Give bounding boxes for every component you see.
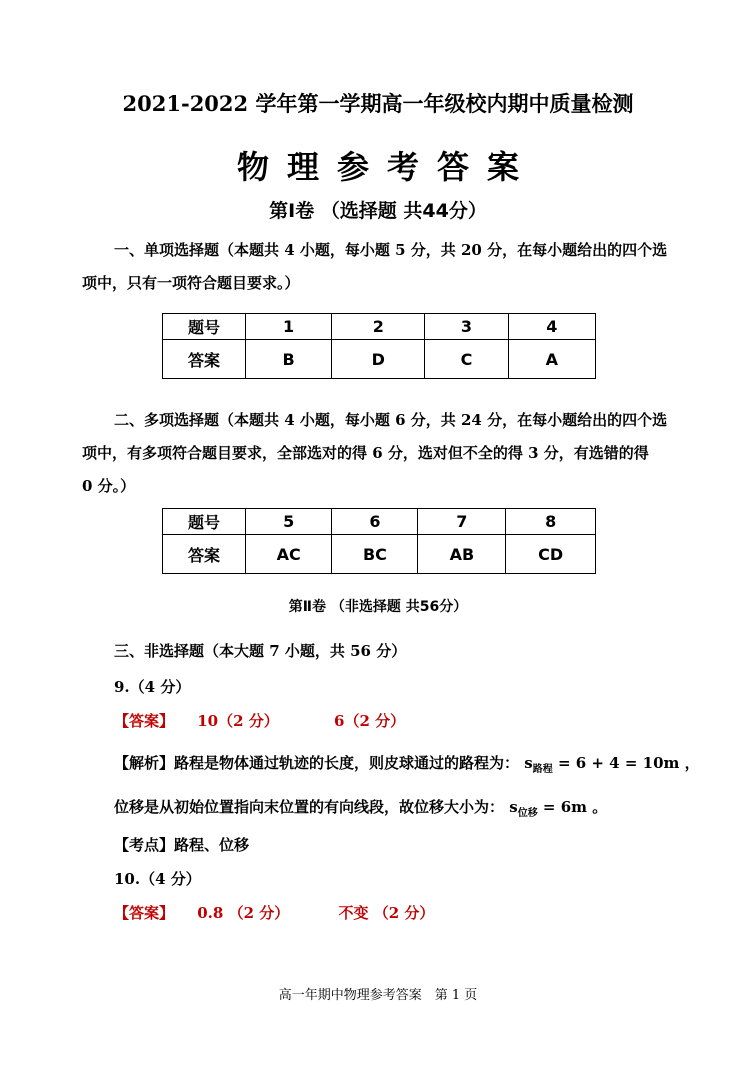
q9-analysis-line2 bbox=[114, 796, 607, 819]
point-tag: 【考点】 bbox=[114, 836, 175, 854]
formula-var: s bbox=[509, 798, 518, 816]
formula-var: s bbox=[524, 754, 533, 772]
answer-tag: 【答案】 bbox=[114, 712, 175, 730]
q10-answer-1: 0.8 （2 分） bbox=[197, 904, 290, 922]
answer-cell: BC bbox=[332, 535, 418, 574]
analysis-tag: 【解析】 bbox=[114, 754, 175, 772]
section2-answer-table bbox=[162, 508, 596, 574]
page-footer: 高一年期中物理参考答案 第 1 页 bbox=[278, 988, 478, 1003]
answer-cell: AB bbox=[418, 535, 506, 574]
formula-sub: 位移 bbox=[517, 808, 538, 819]
section2-line1: 二、多项选择题（本题共 4 小题，每小题 6 分，共 24 分，在每小题给出的四个选 bbox=[114, 411, 668, 429]
q10-number: 10.（4 分） bbox=[114, 870, 201, 888]
q10-answer-2: 不变 （2 分） bbox=[338, 904, 435, 922]
point-text: 路程、位移 bbox=[174, 836, 250, 854]
table-answer-label: 答案 bbox=[163, 340, 246, 379]
answer-tag: 【答案】 bbox=[114, 904, 175, 922]
section1-line1: 一、单项选择题（本题共 4 小题，每小题 5 分，共 20 分，在每小题给出的四个选 bbox=[114, 241, 668, 259]
formula-displacement bbox=[509, 798, 608, 819]
formula-rhs: = 6 + 4 = 10m ， bbox=[552, 754, 700, 772]
section2-line2: 项中，有多项符合题目要求，全部选对的得 6 分，选对但不全的得 3 分，有选错的得 bbox=[82, 444, 649, 462]
answer-cell: CD bbox=[506, 535, 596, 574]
table-header-label: 题号 bbox=[163, 509, 246, 535]
q9-answer-line bbox=[114, 710, 405, 731]
question-number: 1 bbox=[246, 314, 332, 340]
section1-line2: 项中，只有一项符合题目要求。） bbox=[82, 274, 300, 292]
section2-instructions bbox=[82, 404, 682, 503]
section3-title: 三、非选择题（本大题 7 小题，共 56 分） bbox=[114, 642, 407, 660]
q9-answer-2: 6（2 分） bbox=[334, 712, 406, 730]
table-answer-label: 答案 bbox=[163, 535, 246, 574]
answer-cell: D bbox=[332, 340, 425, 379]
section1-instructions bbox=[82, 234, 682, 300]
answer-cell: AC bbox=[246, 535, 332, 574]
table-header-label: 题号 bbox=[163, 314, 246, 340]
subject-title: 物理参考答案 bbox=[236, 148, 537, 186]
question-number: 8 bbox=[506, 509, 596, 535]
section1-answer-table bbox=[162, 313, 596, 379]
question-number: 7 bbox=[418, 509, 506, 535]
part1-title: 第Ⅰ卷 （选择题 共44分） bbox=[269, 200, 487, 222]
analysis-text: 路程是物体通过轨迹的长度，则皮球通过的路程为： bbox=[174, 754, 520, 772]
part2-title: 第Ⅱ卷 （非选择题 共56分） bbox=[288, 599, 468, 615]
q9-answer-1: 10（2 分） bbox=[197, 712, 279, 730]
q9-number: 9.（4 分） bbox=[114, 678, 191, 696]
question-number: 4 bbox=[508, 314, 595, 340]
section2-line3: 0 分。） bbox=[82, 477, 136, 495]
answer-cell: A bbox=[508, 340, 595, 379]
answer-cell: B bbox=[246, 340, 332, 379]
question-number: 6 bbox=[332, 509, 418, 535]
formula-path bbox=[524, 754, 700, 775]
q10-answer-line bbox=[114, 902, 434, 923]
question-number: 5 bbox=[246, 509, 332, 535]
q9-point-line bbox=[114, 834, 249, 855]
q9-analysis-line1 bbox=[114, 752, 700, 775]
answer-cell: C bbox=[425, 340, 508, 379]
formula-sub: 路程 bbox=[532, 764, 553, 775]
question-number: 3 bbox=[425, 314, 508, 340]
formula-rhs: = 6m 。 bbox=[537, 798, 608, 816]
document-title: 2021-2022 学年第一学期高一年级校内期中质量检测 bbox=[122, 91, 634, 116]
question-number: 2 bbox=[332, 314, 425, 340]
analysis-text: 位移是从初始位置指向末位置的有向线段，故位移大小为： bbox=[114, 798, 505, 816]
